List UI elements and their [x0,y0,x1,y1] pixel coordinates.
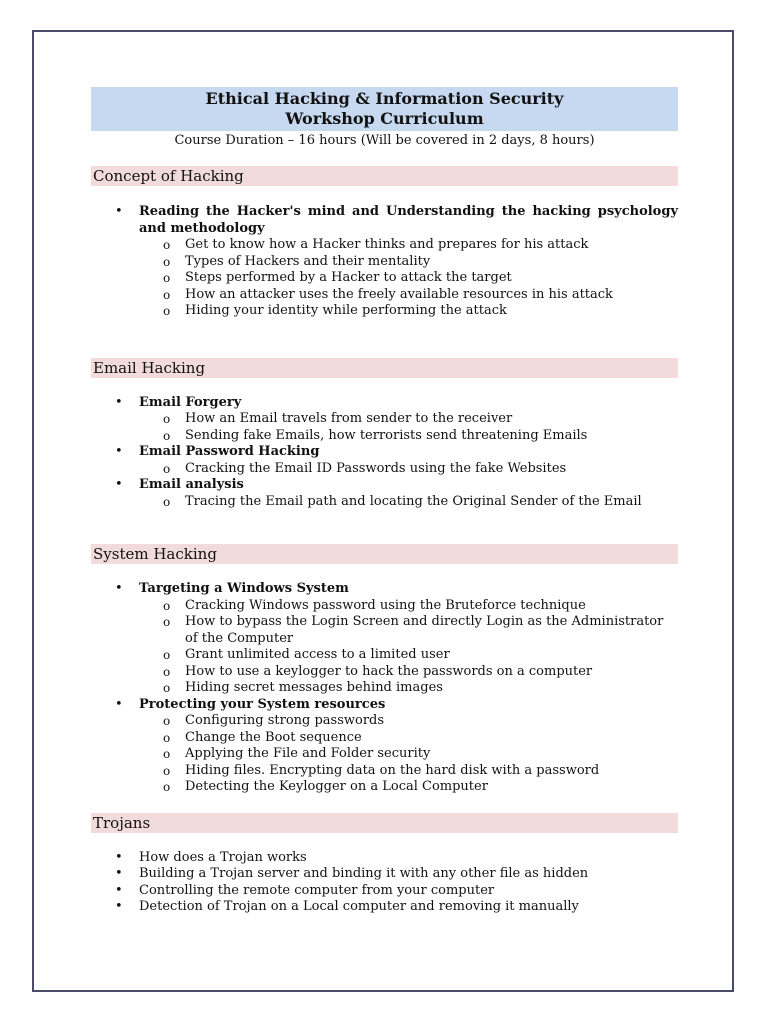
list-item-label: • Controlling the remote computer from your computer [139,882,495,898]
sub-list [139,713,678,796]
sub-list-item: o Change the Boot sequence [139,730,678,747]
list-item [91,204,678,320]
list-item [91,395,678,445]
list-item [91,866,678,883]
sub-list-item: o How an Email travels from sender to the receiver [139,411,678,428]
sub-list-item: o Detecting the Keylogger on a Local Computer [139,779,678,796]
list-item [91,697,678,796]
section-concept-of-hacking [91,166,678,320]
list-item-label: • Protecting your System resources [139,696,386,712]
sub-list-item: o Types of Hackers and their mentality [139,254,678,271]
section-header: Email Hacking [91,358,678,378]
list-item-label: • Building a Trojan server and binding it with any other file as hidden [139,866,589,881]
sub-list-item: o Hiding secret messages behind images [139,680,678,697]
sub-list-item: o How to use a keylogger to hack the passwords on a computer [139,664,678,681]
course-duration: Course Duration – 16 hours (Will be covered in 2 days, 8 hours) [174,133,595,148]
section-header: System Hacking [91,544,678,564]
bullet-list [91,204,678,320]
sub-list-item: o How an attacker uses the freely available resources in his attack [139,287,678,304]
list-item-label: • Detection of Trojan on a Local computer and removing it manually [139,899,579,914]
list-item-label: • Email analysis [139,477,244,492]
list-item [91,899,678,916]
bullet-list [91,395,678,511]
section-header: Concept of Hacking [91,166,678,186]
section-system-hacking [91,544,678,796]
document-subtitle: Workshop Curriculum [285,109,484,128]
sub-list [139,494,678,511]
list-item [91,477,678,510]
sub-list [139,598,678,697]
sub-list-item: o Get to know how a Hacker thinks and prepares for his attack [139,237,678,254]
bullet-list [91,581,678,796]
section-email-hacking [91,358,678,511]
sub-list-item: o Configuring strong passwords [139,713,678,730]
sub-list-item: o Cracking Windows password using the Bruteforce technique [139,598,678,615]
list-item-label: • Targeting a Windows System [139,581,349,596]
list-item-label: • Email Forgery [139,394,242,410]
sub-list-item: o Grant unlimited access to a limited user [139,647,678,664]
list-item [91,883,678,900]
sub-list [139,411,678,444]
sub-list [139,237,678,320]
sub-list-item: o Cracking the Email ID Passwords using the fake Websites [139,461,678,478]
bullet-list [91,850,678,916]
list-item [91,850,678,867]
sub-list-item: o How to bypass the Login Screen and directly Login as the Administrator of the Computer [139,614,678,647]
sub-list-item: o Applying the File and Folder security [139,746,678,763]
sub-list-item: o Hiding your identity while performing the attack [139,303,678,320]
sub-list-item: o Tracing the Email path and locating the Original Sender of the Email [139,494,678,511]
list-item-label: • How does a Trojan works [139,849,307,865]
sub-list [139,461,678,478]
sub-list-item: o Steps performed by a Hacker to attack the target [139,270,678,287]
list-item [91,581,678,697]
section-header: Trojans [91,813,678,833]
section-trojans [91,813,678,916]
sub-list-item: o Sending fake Emails, how terrorists send threatening Emails [139,428,678,445]
title-box [91,87,678,131]
list-item [91,444,678,477]
list-item-label: • Reading the Hacker's mind and Understanding the hacking psychology and methodology [139,204,678,236]
document-title: Ethical Hacking & Information Security [205,89,564,108]
document-content [91,87,678,916]
list-item-label: • Email Password Hacking [139,444,320,459]
sub-list-item: o Hiding files. Encrypting data on the hard disk with a password [139,763,678,780]
